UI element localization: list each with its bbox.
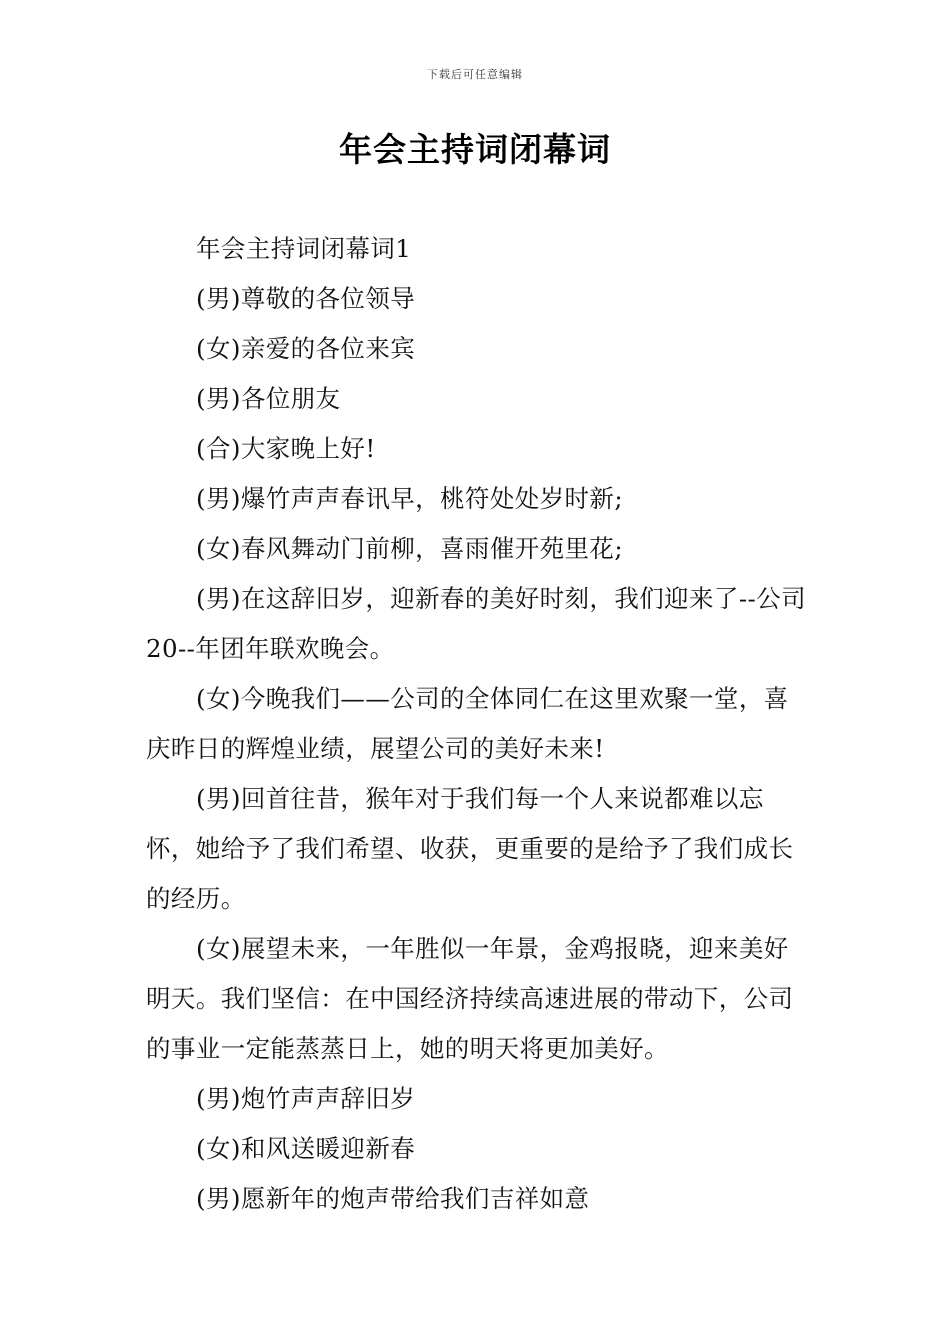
paragraph: (男)在这辞旧岁，迎新春的美好时刻，我们迎来了--公司20--年团年联欢晚会。 (146, 584, 806, 663)
paragraph: (男)回首往昔，猴年对于我们每一个人来说都难以忘怀，她给予了我们希望、收获，更重要的是给予了我们成长的经历。 (146, 784, 794, 913)
paragraph: (男)愿新年的炮声带给我们吉祥如意 (196, 1184, 590, 1213)
paragraph: (女)今晚我们——公司的全体同仁在这里欢聚一堂，喜庆昨日的辉煌业绩，展望公司的美好未来! (146, 684, 789, 763)
paragraph: (女)展望未来，一年胜似一年景，金鸡报晓，迎来美好明天。我们坚信：在中国经济持续高速进展的带动下，公司的事业一定能蒸蒸日上，她的明天将更加美好。 (146, 934, 794, 1063)
paragraph: 年会主持词闭幕词1 (196, 234, 412, 263)
header-note: 下载后可任意编辑 (427, 68, 523, 81)
paragraph: (男)各位朋友 (196, 384, 341, 413)
paragraph: (男)炮竹声声辞旧岁 (196, 1084, 416, 1113)
paragraph: (女)和风送暖迎新春 (196, 1134, 416, 1163)
document-body (146, 224, 808, 1224)
paragraph: (女)亲爱的各位来宾 (196, 334, 416, 363)
paragraph: (合)大家晚上好! (196, 434, 376, 463)
paragraph: (男)爆竹声声春讯早，桃符处处岁时新; (196, 484, 623, 513)
document-title: 年会主持词闭幕词 (339, 130, 611, 169)
paragraph: (男)尊敬的各位领导 (196, 284, 416, 313)
paragraph: (女)春风舞动门前柳，喜雨催开苑里花; (196, 534, 623, 563)
